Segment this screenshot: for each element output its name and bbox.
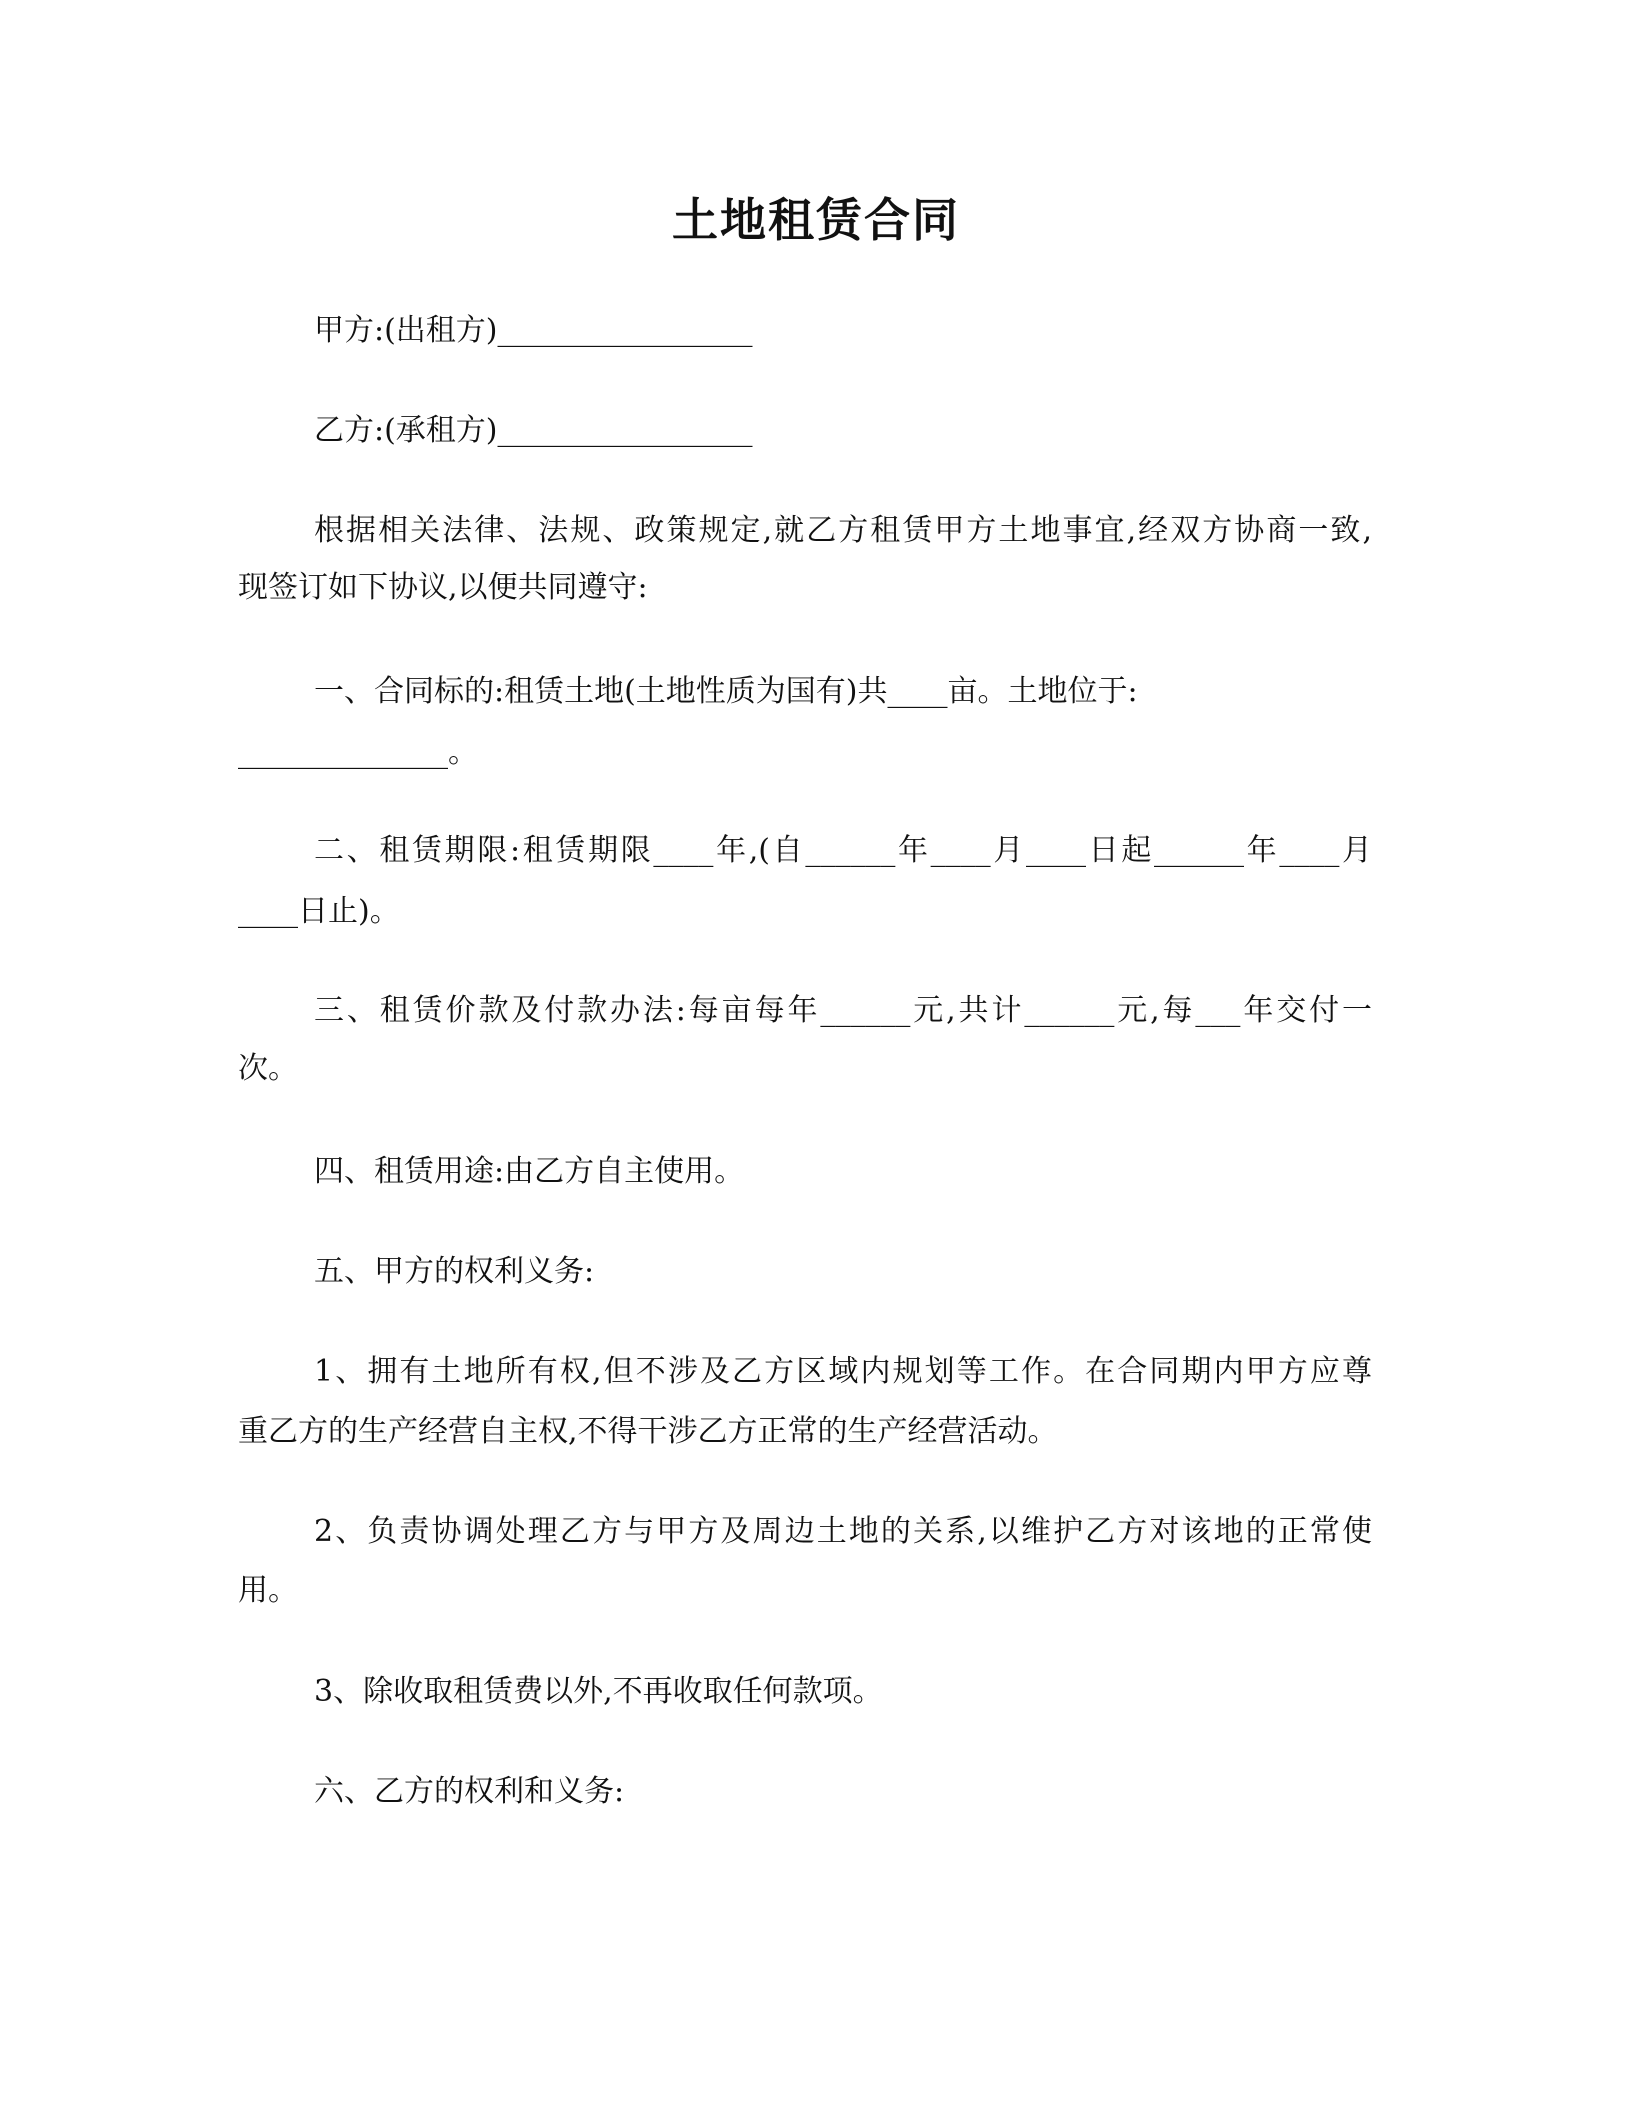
party-a-line: 甲方:(出租方)_________________ bbox=[314, 313, 753, 348]
preamble-line-1: 根据相关法律、法规、政策规定,就乙方租赁甲方土地事宜,经双方协商一致, bbox=[314, 513, 1372, 548]
clause-2-line-2: ____日止)。 bbox=[238, 894, 400, 929]
item-2-line-2: 用。 bbox=[238, 1573, 298, 1608]
clause-3-line-1: 三、租赁价款及付款办法:每亩每年______元,共计______元,每___年交付一 bbox=[314, 993, 1372, 1028]
clause-6-heading: 六、乙方的权利和义务: bbox=[314, 1774, 625, 1809]
clause-5-heading: 五、甲方的权利义务: bbox=[314, 1254, 595, 1289]
party-b-line: 乙方:(承租方)_________________ bbox=[314, 413, 753, 448]
document-title: 土地租赁合同 bbox=[672, 193, 960, 247]
clause-1-line-1: 一、合同标的:租赁土地(土地性质为国有)共____亩。土地位于: bbox=[314, 674, 1138, 709]
item-1-line-1: 1、拥有土地所有权,但不涉及乙方区域内规划等工作。在合同期内甲方应尊 bbox=[314, 1354, 1372, 1389]
item-3-line: 3、除收取租赁费以外,不再收取任何款项。 bbox=[314, 1674, 883, 1709]
clause-2-line-1: 二、租赁期限:租赁期限____年,(自______年____月____日起______年____月 bbox=[314, 833, 1372, 868]
preamble-line-2: 现签订如下协议,以便共同遵守: bbox=[238, 570, 648, 605]
item-1-line-2: 重乙方的生产经营自主权,不得干涉乙方正常的生产经营活动。 bbox=[238, 1414, 1058, 1449]
item-2-line-1: 2、负责协调处理乙方与甲方及周边土地的关系,以维护乙方对该地的正常使 bbox=[314, 1514, 1372, 1549]
clause-1-line-2: ______________。 bbox=[238, 735, 478, 770]
clause-4-line: 四、租赁用途:由乙方自主使用。 bbox=[314, 1154, 745, 1189]
clause-3-line-2: 次。 bbox=[238, 1051, 298, 1086]
